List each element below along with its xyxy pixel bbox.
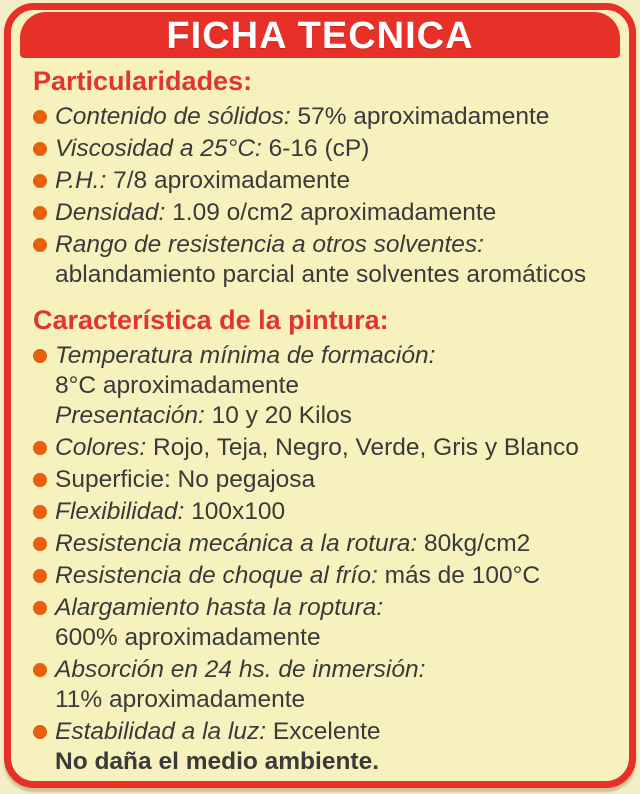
list-item bbox=[33, 497, 618, 527]
list-item-text bbox=[55, 593, 383, 623]
item-value: 1.09 o/cm2 aproximadamente bbox=[165, 199, 497, 226]
list-item-continuation bbox=[33, 260, 618, 290]
bullet-icon bbox=[33, 102, 55, 132]
item-label: Estabilidad a la luz: bbox=[55, 718, 267, 745]
item-value: 6-16 (cP) bbox=[261, 135, 370, 162]
bullet-icon bbox=[33, 593, 55, 623]
list-item bbox=[33, 465, 618, 495]
list-item-text: 8°C aproximadamente bbox=[55, 372, 300, 399]
bullet-icon bbox=[33, 529, 55, 559]
item-label: Resistencia de choque al frío: bbox=[55, 562, 378, 589]
item-label: Colores: bbox=[55, 434, 147, 461]
eco-statement: No daña el medio ambiente. bbox=[55, 748, 380, 775]
list-item-continuation bbox=[33, 371, 618, 401]
item-value: Rojo, Teja, Negro, Verde, Gris y Blanco bbox=[146, 434, 579, 461]
list-item bbox=[33, 717, 618, 747]
list-item bbox=[33, 529, 618, 559]
bullet-icon bbox=[33, 655, 55, 685]
list-item bbox=[33, 655, 618, 685]
list-item-text bbox=[55, 166, 350, 196]
list-item-text bbox=[55, 401, 352, 431]
list-item bbox=[33, 134, 618, 164]
section-heading-caracteristica: Característica de la pintura: bbox=[33, 305, 389, 335]
bullet-icon bbox=[33, 433, 55, 463]
list-item-text bbox=[55, 497, 285, 527]
list-item-text bbox=[55, 134, 369, 164]
list-item-text bbox=[55, 529, 530, 559]
bullet-icon bbox=[33, 230, 55, 260]
item-label: Flexibilidad: bbox=[55, 498, 185, 525]
list-item-text: 11% aproximadamente bbox=[55, 686, 306, 713]
list-item-text bbox=[55, 230, 484, 260]
list-item-text bbox=[55, 102, 549, 132]
list-item bbox=[33, 341, 618, 371]
bullet-icon bbox=[33, 198, 55, 228]
item-value: más de 100°C bbox=[377, 562, 541, 589]
list-item-text: ablandamiento parcial ante solventes aromáticos bbox=[55, 261, 587, 288]
card-content bbox=[33, 66, 618, 777]
list-item-text bbox=[55, 341, 435, 371]
page-title: FICHA TECNICA bbox=[166, 15, 474, 57]
list-item bbox=[33, 433, 618, 463]
bullet-icon bbox=[33, 717, 55, 747]
bullet-icon bbox=[33, 134, 55, 164]
list-item bbox=[33, 102, 618, 132]
list-item-text bbox=[55, 717, 381, 747]
item-value: 100x100 bbox=[184, 498, 286, 525]
item-value: 10 y 20 Kilos bbox=[204, 402, 352, 429]
list-item-text bbox=[55, 655, 425, 685]
item-label: Temperatura mínima de formación: bbox=[55, 342, 436, 369]
bullet-icon bbox=[33, 561, 55, 591]
item-label: Presentación: bbox=[55, 402, 205, 429]
header-banner bbox=[20, 12, 620, 58]
item-label: Viscosidad a 25°C: bbox=[55, 135, 262, 162]
item-label: Resistencia mecánica a la rotura: bbox=[55, 530, 418, 557]
item-label: Rango de resistencia a otros solventes: bbox=[55, 231, 484, 258]
list-item bbox=[33, 166, 618, 196]
bullet-icon bbox=[33, 465, 55, 495]
section-heading-particularidades: Particularidades: bbox=[33, 66, 253, 96]
list-item bbox=[33, 230, 618, 260]
list-item-text bbox=[55, 433, 579, 463]
item-label: Alargamiento hasta la roptura: bbox=[55, 594, 384, 621]
item-value: Excelente bbox=[266, 718, 381, 745]
list-item-text bbox=[55, 198, 496, 228]
list-item-text: Superficie: No pegajosa bbox=[55, 466, 316, 493]
list-item-text: 600% aproximadamente bbox=[55, 624, 321, 651]
bullet-icon bbox=[33, 341, 55, 371]
item-value: 80kg/cm2 bbox=[417, 530, 531, 557]
item-label: P.H.: bbox=[55, 167, 107, 194]
item-label: Densidad: bbox=[55, 199, 166, 226]
list-item bbox=[33, 561, 618, 591]
list-item-continuation bbox=[33, 747, 618, 777]
item-value: 7/8 aproximadamente bbox=[106, 167, 351, 194]
list-item bbox=[33, 198, 618, 228]
item-value: 57% aproximadamente bbox=[290, 103, 550, 130]
item-label: Absorción en 24 hs. de inmersión: bbox=[55, 656, 426, 683]
list-item-continuation bbox=[33, 685, 618, 715]
bullet-icon bbox=[33, 497, 55, 527]
list-item-continuation bbox=[33, 401, 618, 431]
item-label: Contenido de sólidos: bbox=[55, 103, 291, 130]
list-item bbox=[33, 593, 618, 623]
bullet-icon bbox=[33, 166, 55, 196]
list-item-text bbox=[55, 561, 540, 591]
list-item-continuation bbox=[33, 623, 618, 653]
